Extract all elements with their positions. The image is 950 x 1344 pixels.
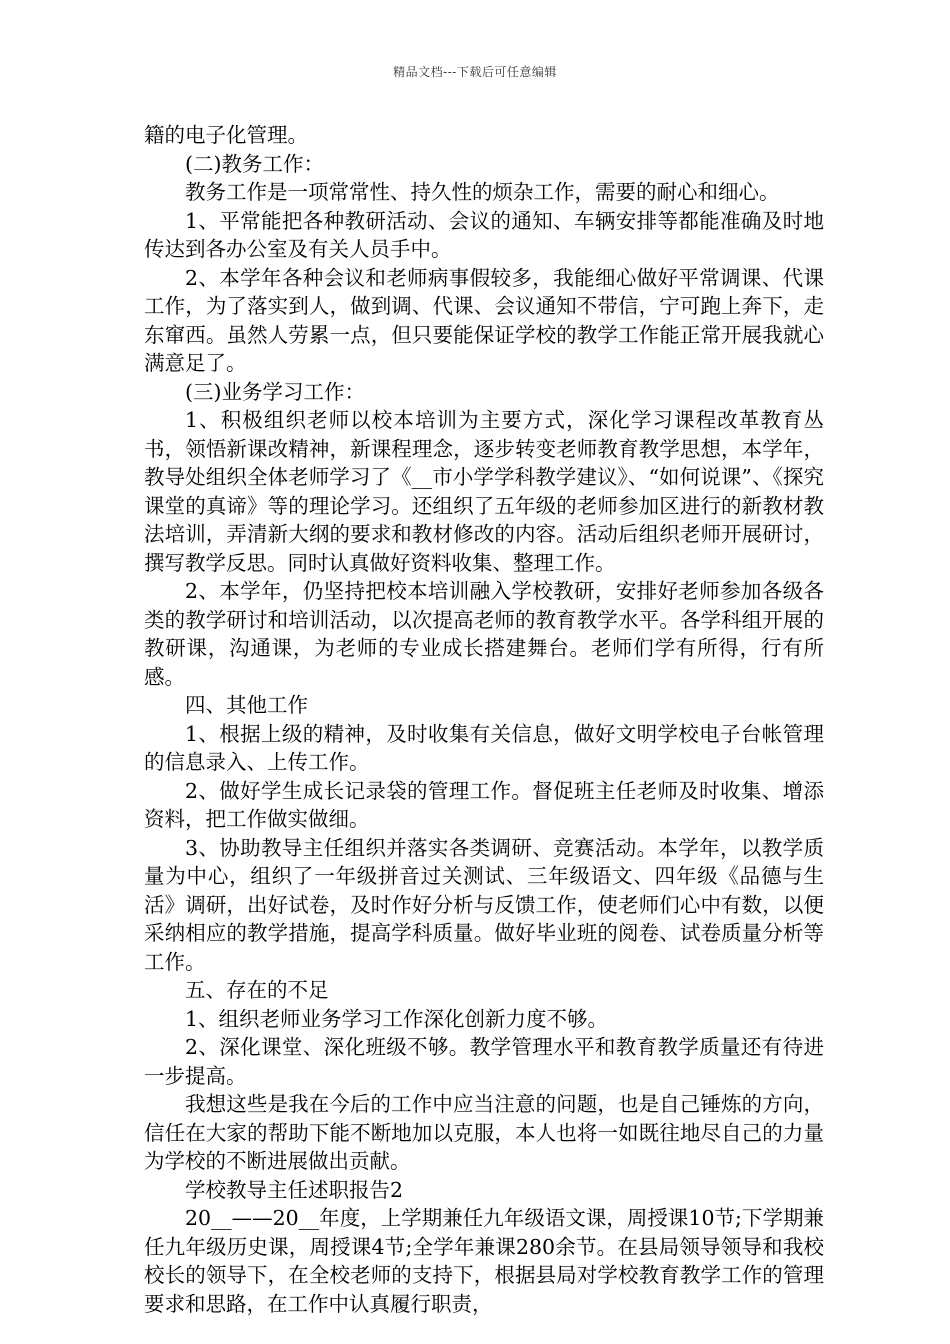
paragraph: 籍的电子化管理。 <box>144 123 308 147</box>
paragraph: 1、组织老师业务学习工作深化创新力度不够。 <box>185 1006 609 1031</box>
document-body <box>144 121 824 1318</box>
section-heading: (二)教务工作： <box>185 151 324 176</box>
section-heading: 四、其他工作 <box>185 693 308 717</box>
section-heading: (三)业务学习工作： <box>185 379 365 404</box>
page-header: 精品文档---下载后可任意编辑 <box>393 65 557 79</box>
paragraph: 3、协助教导主任组织并落实各类调研、竞赛活动。本学年，以教学质量为中心，组织了一年级拼音过关测试、三年级语文、四年级《品德与生活》调研，出好试卷，及时作好分析与反馈工作，使老师们心中有数，以便采纳相应的教学措施，提高学科质量。做好毕业班的阅卷、试卷质量分析等工作。 <box>144 835 824 974</box>
paragraph: 2、深化课堂、深化班级不够。教学管理水平和教育教学质量还有待进一步提高。 <box>144 1035 824 1088</box>
paragraph: 1、积极组织老师以校本培训为主要方式，深化学习课程改革教育丛书，领悟新课改精神，新课程理念，逐步转变老师教育教学思想，本学年，教导处组织全体老师学习了《__市小学学科教学建议》、“如何说课”、《探究课堂的真谛》等的理论学习。还组织了五年级的老师参加区进行的新教材教法培训，弄清新大纲的要求和教材修改的内容。活动后组织老师开展研讨，撰写教学反思。同时认真做好资料收集、整理工作。 <box>144 408 824 575</box>
paragraph: 1、平常能把各种教研活动、会议的通知、车辆安排等都能准确及时地传达到各办公室及有关人员手中。 <box>144 208 824 261</box>
paragraph: 教务工作是一项常常性、持久性的烦杂工作，需要的耐心和细心。 <box>185 180 780 204</box>
report-title: 学校教导主任述职报告2 <box>185 1177 404 1202</box>
paragraph: 2、做好学生成长记录袋的管理工作。督促班主任老师及时收集、增添资料，把工作做实做细。 <box>144 778 824 831</box>
section-heading: 五、存在的不足 <box>185 978 329 1002</box>
paragraph: 20__——20__年度，上学期兼任九年级语文课，周授课10节;下学期兼任九年级历史课，周授课4节;全学年兼课280余节。在县局领导领导和我校校长的领导下，在全校老师的支持下，根据县局对学校教育教学工作的管理要求和思路，在工作中认真履行职责， <box>144 1206 824 1316</box>
paragraph: 我想这些是我在今后的工作中应当注意的问题，也是自己锤炼的方向，信任在大家的帮助下能不断地加以克服，本人也将一如既往地尽自己的力量为学校的不断进展做出贡献。 <box>144 1092 824 1173</box>
paragraph: 2、本学年，仍坚持把校本培训融入学校教研，安排好老师参加各级各类的教学研讨和培训活动，以次提高老师的教育教学水平。各学科组开展的教研课，沟通课，为老师的专业成长搭建舞台。老师们学有所得，行有所感。 <box>144 579 824 689</box>
paragraph: 1、根据上级的精神，及时收集有关信息，做好文明学校电子台帐管理的信息录入、上传工作。 <box>144 721 824 774</box>
paragraph: 2、本学年各种会议和老师病事假较多，我能细心做好平常调课、代课工作，为了落实到人，做到调、代课、会议通知不带信，宁可跑上奔下，走东窜西。虽然人劳累一点，但只要能保证学校的教学工作能正常开展我就心满意足了。 <box>144 265 824 375</box>
